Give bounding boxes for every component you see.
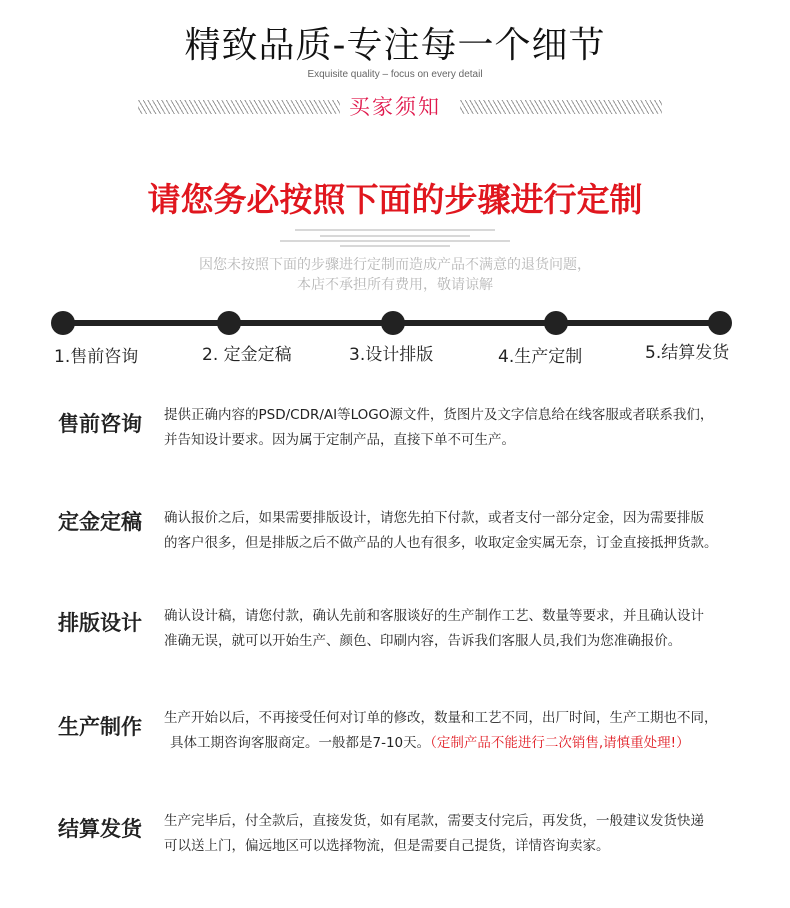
section-body (164, 706, 718, 756)
body-line: 生产完毕后，付全款后，直接发货，如有尾款，需要支付完后，再发货，一般建议发货快递 (164, 813, 704, 829)
body-line: 并告知设计要求。因为属于定制产品，直接下单不可生产。 (164, 432, 515, 448)
timeline-dot (217, 311, 241, 335)
body-line: 的客户很多，但是排版之后不做产品的人也有很多，收取定金实属无奈，订金直接抵押货款。 (164, 535, 718, 551)
section-heading: 结算发货 (58, 817, 142, 841)
section-heading: 生产制作 (58, 715, 142, 739)
body-line: 提供正确内容的PSD/CDR/AI等LOGO源文件，货图片及文字信息给在线客服或者联系我们， (164, 407, 714, 423)
faint-decoration (0, 235, 790, 237)
section-body (164, 506, 718, 556)
section-body (164, 604, 704, 654)
step-label: 3.设计排版 (349, 345, 434, 365)
section-body (164, 403, 713, 453)
page-subtitle: Exquisite quality – focus on every detail (307, 69, 483, 80)
step-label: 4.生产定制 (498, 347, 583, 367)
body-line: 生产开始以后，不再接受任何对订单的修改，数量和工艺不同，出厂时间，生产工期也不同， (164, 710, 718, 726)
body-line: 准确无误，就可以开始生产、颜色、印刷内容，告诉我们客服人员,我们为您准确报价。 (164, 633, 682, 649)
body-line: 具体工期咨询客服商定。一般都是7-10天。 (170, 735, 431, 751)
body-line: 确认设计稿，请您付款，确认先前和客服谈好的生产制作工艺、数量等要求，并且确认设计 (164, 608, 704, 624)
timeline-dot (544, 311, 568, 335)
body-line: 确认报价之后，如果需要排版设计，请您先拍下付款，或者支付一部分定金，因为需要排版 (164, 510, 704, 526)
body-line-with-warning (164, 731, 718, 756)
body-line: 可以送上门，偏远地区可以选择物流，但是需要自己提货，详情咨询卖家。 (164, 838, 610, 854)
faint-decoration (0, 240, 790, 242)
section-heading: 售前咨询 (58, 412, 142, 436)
timeline-dot (708, 311, 732, 335)
disclaimer-line: 本店不承担所有费用，敬请谅解 (297, 277, 493, 293)
section-heading: 排版设计 (58, 611, 142, 635)
step-label: 2. 定金定稿 (202, 345, 292, 365)
headline: 请您务必按照下面的步骤进行定制 (147, 180, 643, 219)
disclaimer-line: 因您未按照下面的步骤进行定制而造成产品不满意的退货问题， (199, 257, 591, 273)
section-heading: 定金定稿 (58, 510, 142, 534)
step-label: 1.售前咨询 (54, 347, 139, 367)
page-title: 精致品质-专注每一个细节 (184, 25, 606, 66)
buyer-notice-heading: 买家须知 (349, 95, 441, 119)
faint-decoration (0, 229, 790, 231)
timeline-dot (381, 311, 405, 335)
faint-decoration (0, 245, 790, 247)
section-body (164, 809, 704, 859)
timeline-dot (51, 311, 75, 335)
step-label: 5.结算发货 (645, 343, 730, 363)
warning-text: （定制产品不能进行二次销售,请慎重处理!） (430, 735, 690, 751)
